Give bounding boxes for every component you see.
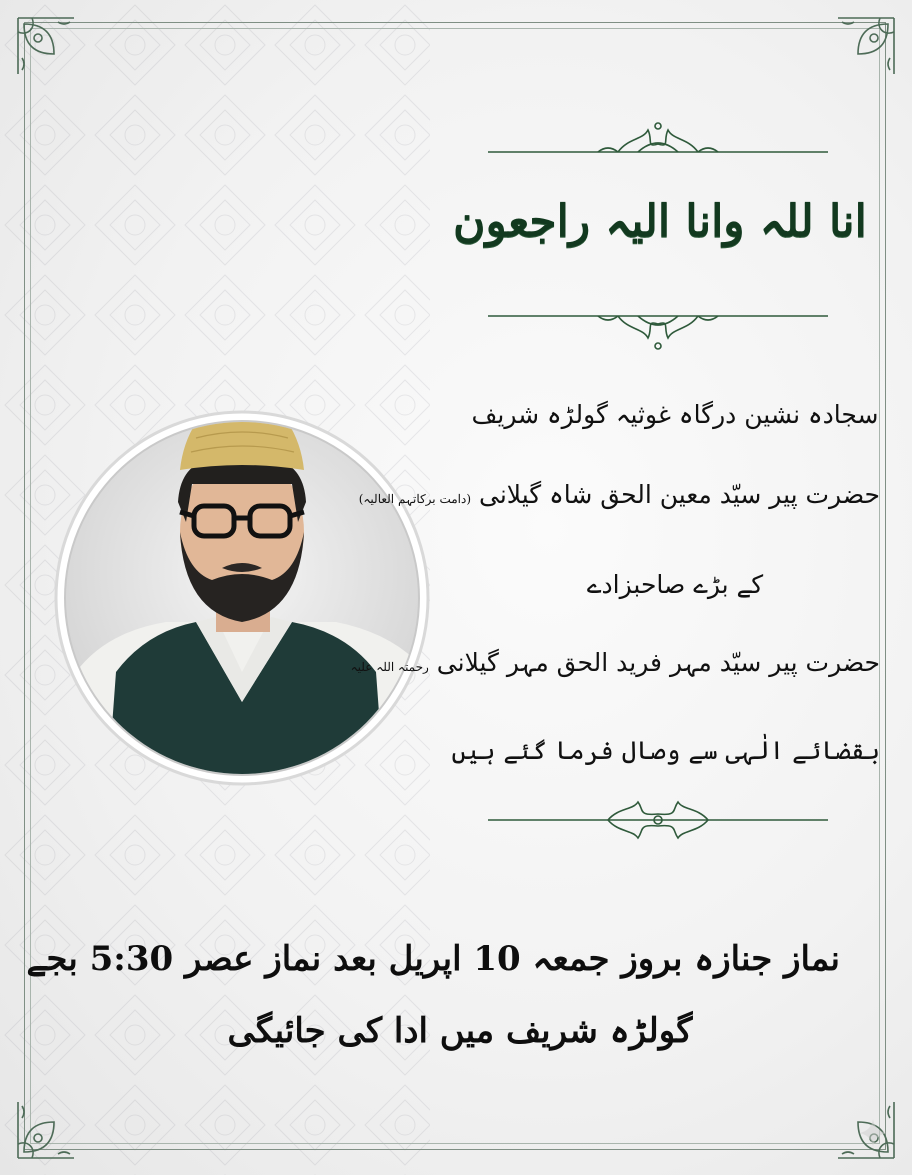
funeral-line-1: نماز جنازہ بروز جمعہ 10 اپریل بعد نماز عصر 5:30 بجے xyxy=(26,939,840,979)
announcement-line-3: کے بڑے صاحبزادے xyxy=(586,570,764,599)
divider-ornament-icon xyxy=(488,118,828,168)
announcement-line-2-main: حضرت پیر سیّد معین الحق شاہ گیلانی xyxy=(478,480,880,509)
corner-ornament-icon xyxy=(14,14,106,106)
funeral-line-2: گولڑہ شریف میں ادا کی جائیگی xyxy=(227,1011,693,1051)
sparkle-icon xyxy=(858,1118,888,1148)
announcement-line-2 xyxy=(358,480,880,509)
announcement-line-4 xyxy=(350,648,880,677)
announcement-line-2-honorific: (دامت برکاتہم العالیہ) xyxy=(358,492,472,506)
corner-ornament-icon xyxy=(14,1070,106,1162)
divider-ornament-icon xyxy=(488,796,828,846)
divider-ornament-icon xyxy=(488,306,828,356)
corner-ornament-icon xyxy=(806,1070,898,1162)
announcement-line-1: سجادہ نشین درگاہ غوثیہ گولڑہ شریف xyxy=(471,400,879,429)
announcement-line-4-main: حضرت پیر سیّد مہر فرید الحق مہر گیلانی xyxy=(436,648,880,677)
portrait-photo xyxy=(46,372,446,808)
announcement-line-5: بقضائے الٰہی سے وصال فرما گئے ہیں xyxy=(451,736,880,765)
page-title: انا للہ وانا الیہ راجعون xyxy=(453,196,867,247)
announcement-line-4-honorific: رحمتہ اللہ علیہ xyxy=(350,660,429,674)
corner-ornament-icon xyxy=(806,14,898,106)
